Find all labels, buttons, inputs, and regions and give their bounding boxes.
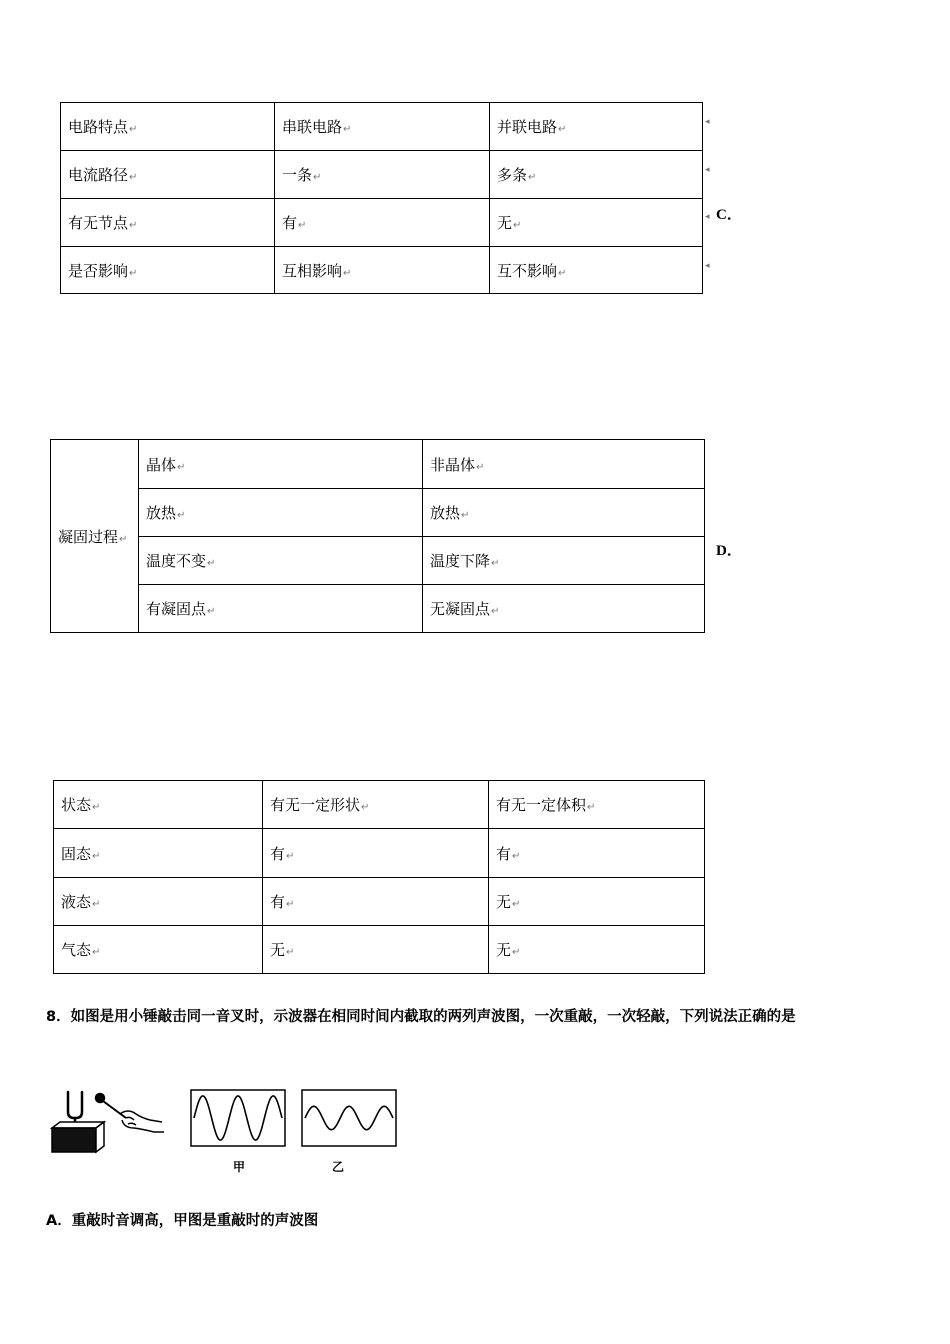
table-cell: 有凝固点↵ (139, 585, 423, 633)
table-cell: 电流路径↵ (61, 151, 275, 199)
table-row (61, 247, 703, 294)
table-cell: 互不影响↵ (490, 247, 703, 294)
table-cell: 是否影响↵ (61, 247, 275, 294)
table-cell: 互相影响↵ (275, 247, 490, 294)
row-header-cell: 凝固过程↵ (51, 440, 139, 633)
table-row (54, 781, 705, 829)
table-cell: 有↵ (275, 199, 490, 247)
table-cell: 有↵ (263, 829, 489, 878)
option-d-label: D． (716, 543, 742, 559)
table-row (51, 489, 705, 537)
states-of-matter-table (53, 780, 705, 974)
table-row (61, 151, 703, 199)
table-cell: 一条↵ (275, 151, 490, 199)
table-row (54, 829, 705, 878)
figure-label-jia: 甲 (233, 1160, 246, 1174)
table-cell: 有↵ (489, 829, 705, 878)
table-cell: 无↵ (489, 878, 705, 926)
solidification-table (50, 439, 705, 633)
row-end-mark: ◂ (705, 117, 710, 127)
question-8-text: 8．如图是用小锤敲击同一音叉时，示波器在相同时间内截取的两列声波图，一次重敲，一次轻敲，下列说法正确的是 (46, 1009, 796, 1025)
oscilloscope-wave-jia (190, 1089, 286, 1147)
table-cell: 状态↵ (54, 781, 263, 829)
hammer-hand-icon (96, 1094, 165, 1133)
circuit-comparison-table (60, 102, 703, 294)
table-cell: 液态↵ (54, 878, 263, 926)
table-cell: 无凝固点↵ (423, 585, 705, 633)
table-cell: 无↵ (489, 926, 705, 974)
table-cell: 温度不变↵ (139, 537, 423, 585)
row-end-mark: ◂ (705, 212, 710, 222)
table-cell: 温度下降↵ (423, 537, 705, 585)
table-cell: 放热↵ (139, 489, 423, 537)
option-c-label: C． (716, 207, 742, 223)
row-end-mark: ◂ (705, 165, 710, 175)
tuning-fork-illustration (46, 1084, 170, 1158)
table-cell: 有无节点↵ (61, 199, 275, 247)
table-row (54, 878, 705, 926)
resonance-box-icon (52, 1122, 104, 1152)
table-cell: 有↵ (263, 878, 489, 926)
table-cell: 气态↵ (54, 926, 263, 974)
oscilloscope-wave-yi (301, 1089, 397, 1147)
option-a-text: A．重敲时音调高，甲图是重敲时的声波图 (46, 1213, 319, 1229)
table-cell: 无↵ (263, 926, 489, 974)
figure-label-yi: 乙 (332, 1160, 345, 1174)
table-row (54, 926, 705, 974)
table-cell: 非晶体↵ (423, 440, 705, 489)
table-row (61, 103, 703, 151)
table-cell: 晶体↵ (139, 440, 423, 489)
table-cell: 并联电路↵ (490, 103, 703, 151)
table-cell: 电路特点↵ (61, 103, 275, 151)
table-cell: 固态↵ (54, 829, 263, 878)
table-cell: 多条↵ (490, 151, 703, 199)
table-row (51, 440, 705, 489)
table-row (51, 537, 705, 585)
table-row (51, 585, 705, 633)
table-cell: 有无一定体积↵ (489, 781, 705, 829)
row-end-mark: ◂ (705, 261, 710, 271)
table-row (61, 199, 703, 247)
table-cell: 有无一定形状↵ (263, 781, 489, 829)
table-cell: 无↵ (490, 199, 703, 247)
oscilloscope-frame (302, 1090, 396, 1146)
table-cell: 串联电路↵ (275, 103, 490, 151)
table-cell: 放热↵ (423, 489, 705, 537)
